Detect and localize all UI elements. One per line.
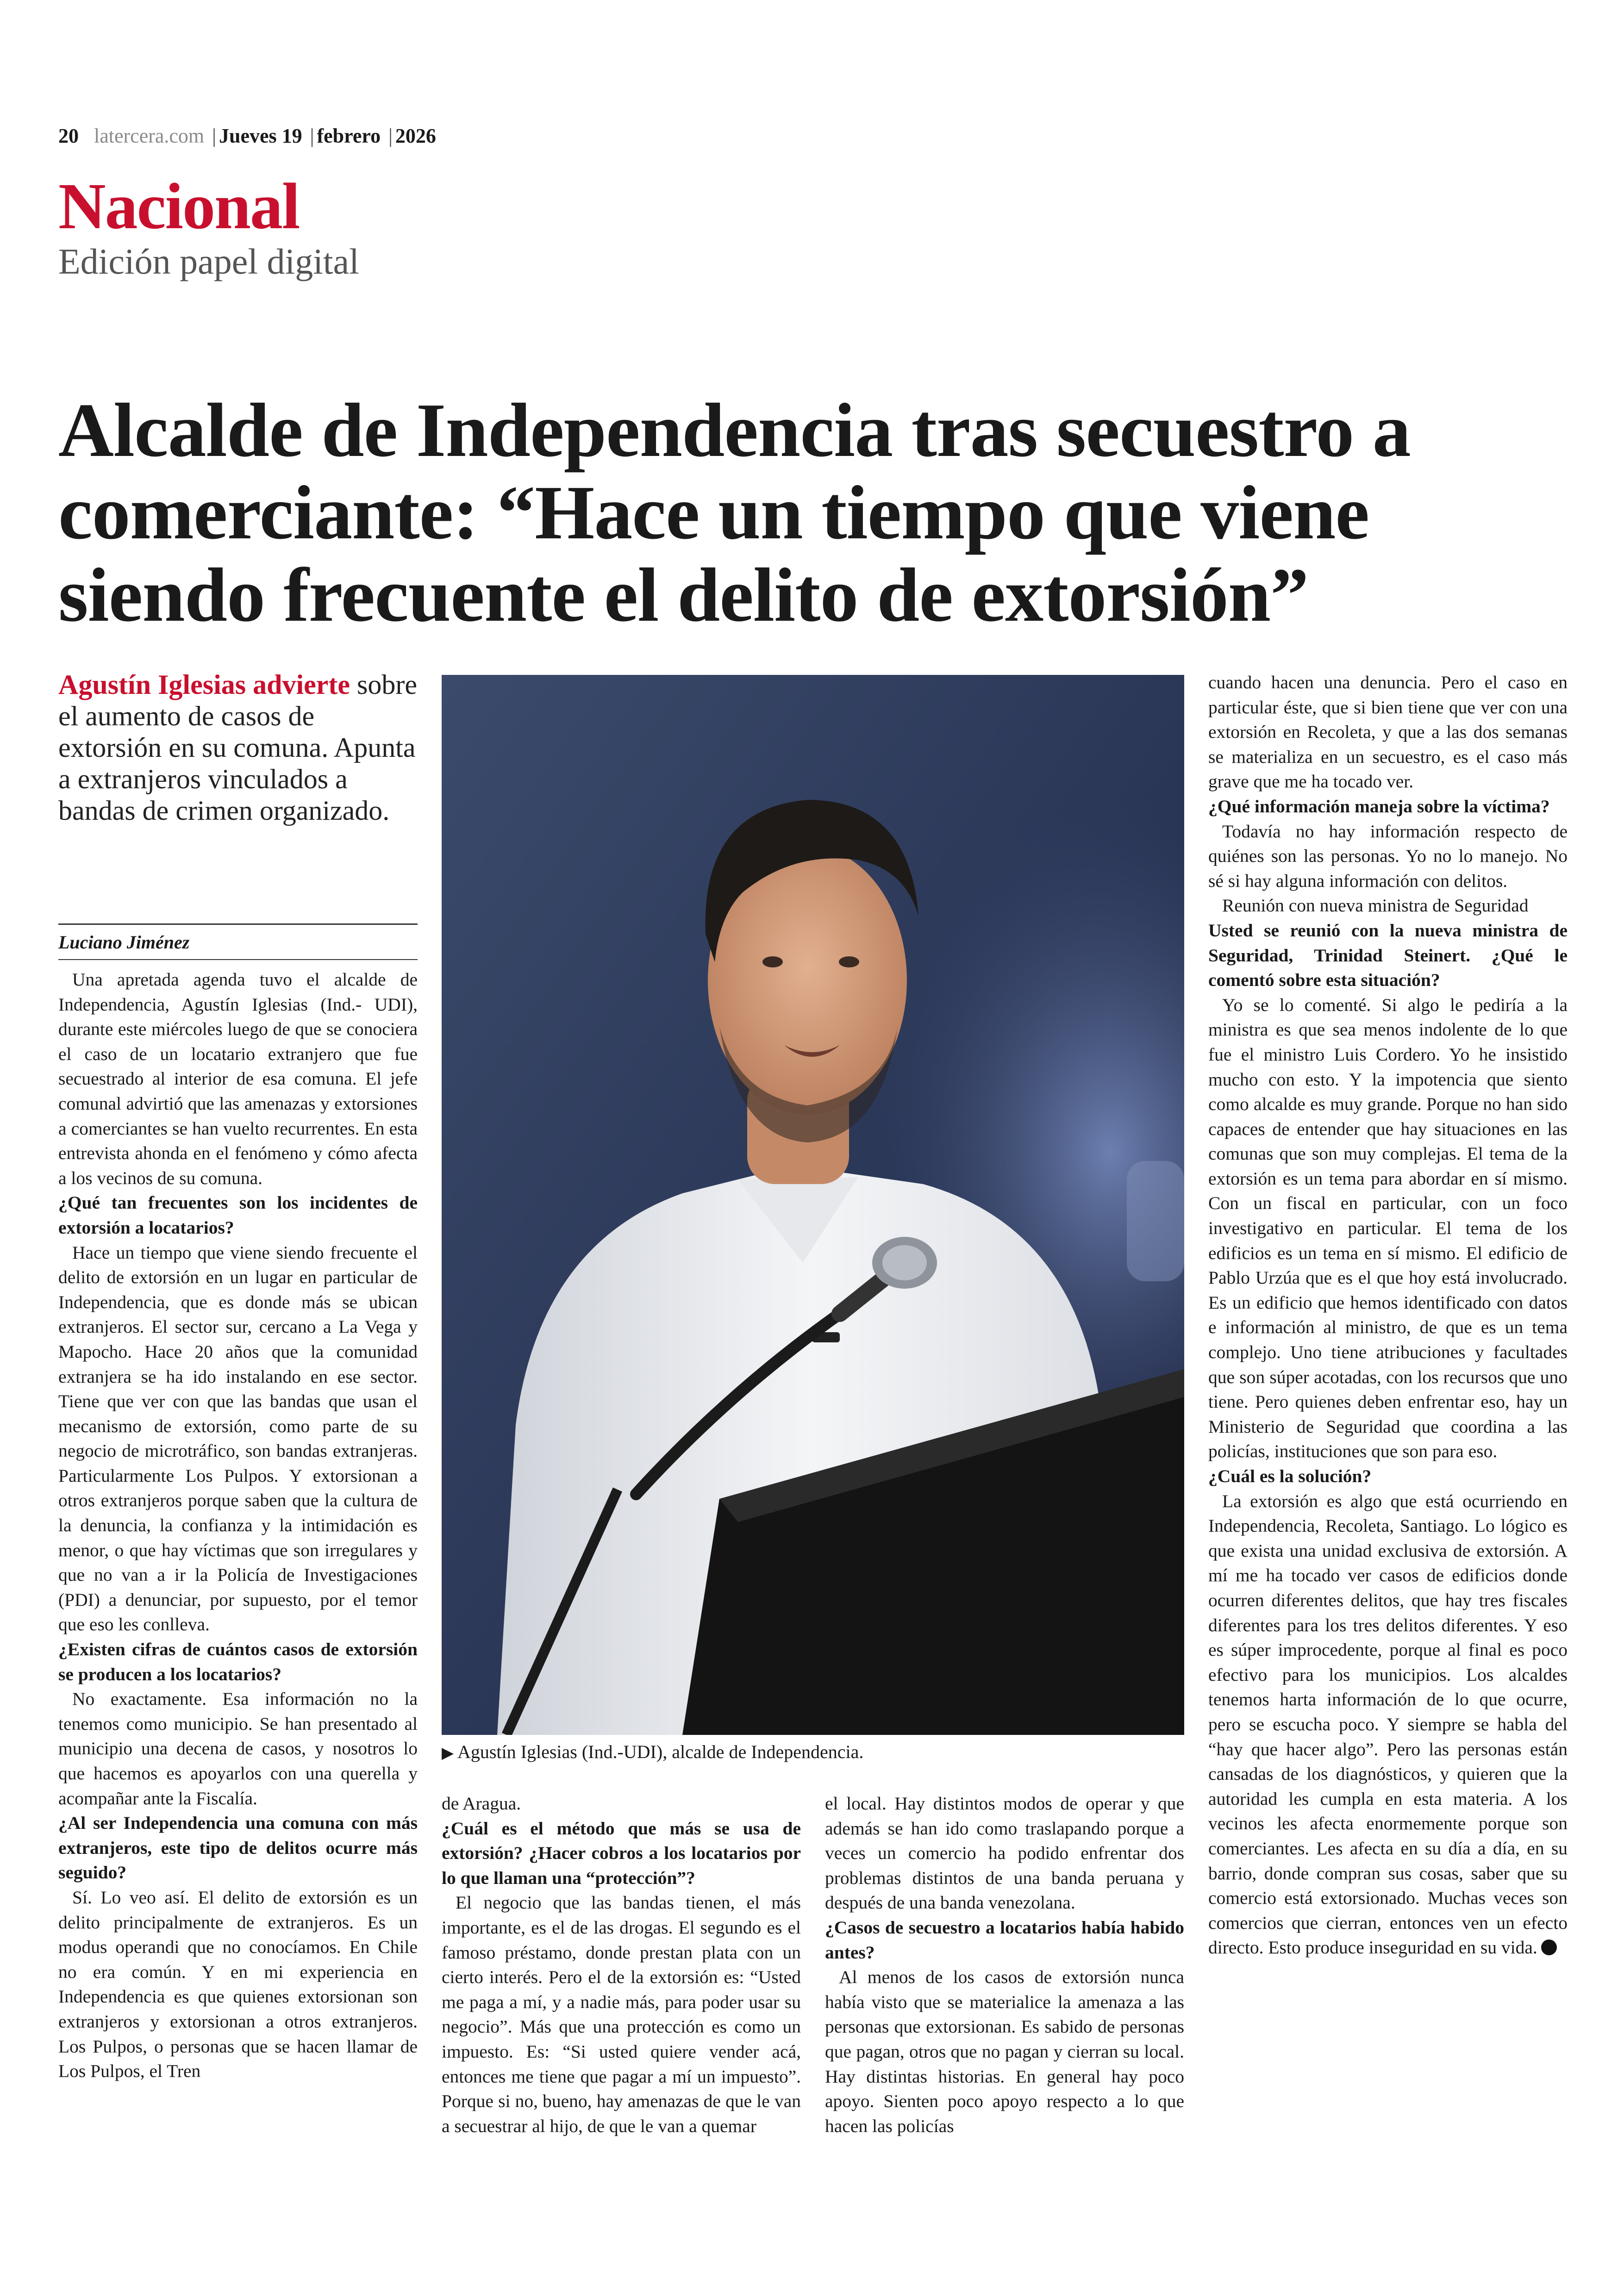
lede bbox=[58, 669, 424, 826]
interview-question: ¿Casos de secuestro a locatarios había habido antes? bbox=[825, 1917, 1184, 1963]
article-column-2 bbox=[442, 1791, 801, 2139]
continued-paragraph: de Aragua. bbox=[442, 1793, 521, 1814]
photo-mayor-at-lectern bbox=[442, 675, 1184, 1735]
folio-day: Jueves 19 bbox=[219, 125, 302, 147]
photo-caption-text: Agustín Iglesias (Ind.-UDI), alcalde de Independencia. bbox=[457, 1741, 864, 1762]
caption-triangle-icon: ▶ bbox=[442, 1745, 454, 1762]
article-column-3 bbox=[825, 1791, 1184, 2139]
folio-year: 2026 bbox=[395, 125, 436, 147]
body-paragraph: Todavía no hay información respecto de quiénes son las personas. Yo no lo manejo. No sé si hay alguna información con delitos. bbox=[1208, 821, 1568, 891]
body-paragraph: Al menos de los casos de extorsión nunca había visto que se materialice la amenaza a las personas que extorsionan. Es sabido de personas que pagan, otros que no pagan y cierran su local. Hay distintas historias. En general hay poco apoyo. Sienten poco apoyo respecto a lo que hacen las policías bbox=[825, 1967, 1184, 2136]
continued-paragraph: cuando hacen una denuncia. Pero el caso en particular éste, que si bien tiene que ver con una extorsión en Recoleta, y que a las dos semanas se materializa en un secuestro, es el caso más grave que me ha tocado ver. bbox=[1208, 672, 1568, 792]
page-number: 20 bbox=[58, 125, 79, 147]
byline-rule-bottom bbox=[58, 959, 418, 960]
body-paragraph: Una apretada agenda tuvo el alcalde de Independencia, Agustín Iglesias (Ind.- UDI), durante este miércoles luego de que se conociera el caso de un locatario extranjero que fue secuestrado al interior de esa comuna. El jefe comunal advirtió que las amenazas y extorsiones a comerciantes se han vuelto recurrentes. En esta entrevista ahonda en el fenómeno y cómo afecta a los vecinos de su comuna. bbox=[58, 969, 418, 1188]
interview-question: ¿Cuál es el método que más se usa de extorsión? ¿Hacer cobros a los locatarios por lo que llaman una “protección”? bbox=[442, 1818, 801, 1888]
article-column-1 bbox=[58, 967, 418, 2084]
photo-illustration bbox=[442, 675, 1184, 1735]
body-paragraph: Sí. Lo veo así. El delito de extorsión es un delito principalmente de extranjeros. Es un modus operandi que no conocíamos. En Chile no era común. Y en mi experiencia en Independencia es que quienes extorsionan son extranjeros y extorsionan a otros extranjeros. Los Pulpos, o personas que se hacen llamar de Los Pulpos, el Tren bbox=[58, 1887, 418, 2082]
edition-label: Edición papel digital bbox=[58, 241, 359, 281]
interview-question: ¿Al ser Independencia una comuna con más extranjeros, este tipo de delitos ocurre más seguido? bbox=[58, 1813, 418, 1883]
article-column-4 bbox=[1208, 670, 1568, 1960]
body-paragraph: No exactamente. Esa información no la tenemos como municipio. Se han presentado al municipio una decena de casos, y nosotros lo que hacemos es apoyarlos con una querella y acompañar ante la Fiscalía. bbox=[58, 1689, 418, 1809]
interview-question: ¿Qué tan frecuentes son los incidentes de extorsión a locatarios? bbox=[58, 1192, 418, 1238]
body-paragraph: Reunión con nueva ministra de Seguridad bbox=[1222, 895, 1529, 916]
body-paragraph: Yo se lo comenté. Si algo le pediría a la ministra es que sea menos indolente de lo que fue el ministro Luis Cordero. Yo he insistido mucho con esto. Y la impotencia que siento como alcalde es muy grande. Porque no han sido capaces de entender que hay situaciones en las comunas que son muy complejas. El tema de la extorsión es un tema para abordar en sí mismo. Con un fiscal en particular, con un foco investigativo en particular. El tema de los edificios es un tema en sí mismo. El edificio de Pablo Urzúa que es el que hoy está involucrado. Es un edificio que hemos identificado con datos e información al ministro, de que es un tema complejo. Uno tiene atribuciones y facultades que son súper acotadas, con los recursos que uno tiene. Pero quienes deben enfrentar eso, hay un Ministerio de Seguridad que coordina a las policías, instituciones que son para eso. bbox=[1208, 994, 1568, 1462]
interview-question: ¿Existen cifras de cuántos casos de extorsión se producen a los locatarios? bbox=[58, 1639, 418, 1684]
body-paragraph: Hace un tiempo que viene siendo frecuente el delito de extorsión en un lugar en particular de Independencia, que es donde más se ubican extranjeros. El sector sur, cercano a La Vega y Mapocho. Hace 20 años que la comunidad extranjera se ha ido instalando en ese sector. Tiene que ver con que las bandas que usan el mecanismo de extorsión, como parte de su negocio de microtráfico, son bandas extranjeras. Particularmente Los Pulpos. Y extorsionan a otros extranjeros porque saben que la cultura de la denuncia, la confianza y la intimidación es menor, o que hay víctimas que son irregulares y que no van a ir la Policía de Investigaciones (PDI) a denunciar, por supuesto, por el temor que eso les conlleva. bbox=[58, 1242, 418, 1635]
interview-question: ¿Qué información maneja sobre la víctima? bbox=[1208, 796, 1550, 817]
continued-paragraph: el local. Hay distintos modos de operar y que además se han ido como traslapando porque a veces un comercio ha podido enfrentar dos problemas distintos de una banda peruana y después de una banda venezolana. bbox=[825, 1793, 1184, 1913]
interview-question: Usted se reunió con la nueva ministra de Seguridad, Trinidad Steinert. ¿Qué le comentó sobre esta situación? bbox=[1208, 920, 1568, 991]
interview-question: ¿Cuál es la solución? bbox=[1208, 1466, 1372, 1486]
end-of-article-bullet bbox=[1541, 1940, 1557, 1955]
headline: Alcalde de Independencia tras secuestro a comerciante: “Hace un tiempo que viene siendo frecuente el delito de extorsión” bbox=[58, 387, 1411, 637]
lede-text: sobre el aumento de casos de extorsión en su comuna. Apunta a extranjeros vinculados a bandas de crimen organizado. bbox=[58, 669, 417, 826]
byline: Luciano Jiménez bbox=[58, 932, 190, 953]
lede-kicker: Agustín Iglesias advierte bbox=[58, 669, 350, 700]
site-name: latercera.com bbox=[94, 125, 205, 147]
body-paragraph: El negocio que las bandas tienen, el más importante, es el de las drogas. El segundo es el famoso préstamo, donde prestan plata con un cierto interés. Pero el de la extorsión es: “Usted me paga a mí, y a nadie más, para poder usar su negocio”. Más que una protección es como un impuesto. Es: “Si usted quiere vender acá, entonces me tiene que pagar a mí un impuesto”. Porque si no, bueno, hay amenazas de que le van a secuestrar al hijo, de que le van a quemar bbox=[442, 1892, 801, 2136]
byline-rule bbox=[58, 923, 418, 925]
section-title: Nacional bbox=[58, 169, 300, 243]
folio-month: febrero bbox=[317, 125, 381, 147]
body-paragraph: La extorsión es algo que está ocurriendo en Independencia, Recoleta, Santiago. Lo lógico es que exista una unidad exclusiva de extorsión. A mí me ha tocado ver casos de edificios donde ocurren diferentes delitos, que hay tres fiscales diferentes para los tres delitos diferentes. Y eso es súper improcedente, porque al final es poco efectivo para los municipios. Los alcaldes tenemos harta información de lo que ocurre, pero se escucha poco. Y siempre se habla del “hay que hacer algo”. Pero las personas están cansadas de los diagnósticos, y quieren que la autoridad les cumpla en esta materia. A los vecinos les afecta enormemente porque son comerciantes. Les afecta en su día a día, en su barrio, donde compran sus cosas, saber que su comercio está extorsionado. Muchas veces son comercios que cierran, entonces ven un efecto directo. Esto produce inseguridad en su vida. bbox=[1208, 1491, 1568, 1958]
folio: 20 latercera.com | Jueves 19 | febrero | 2026 bbox=[58, 125, 436, 147]
photo-caption bbox=[442, 1740, 1184, 1766]
